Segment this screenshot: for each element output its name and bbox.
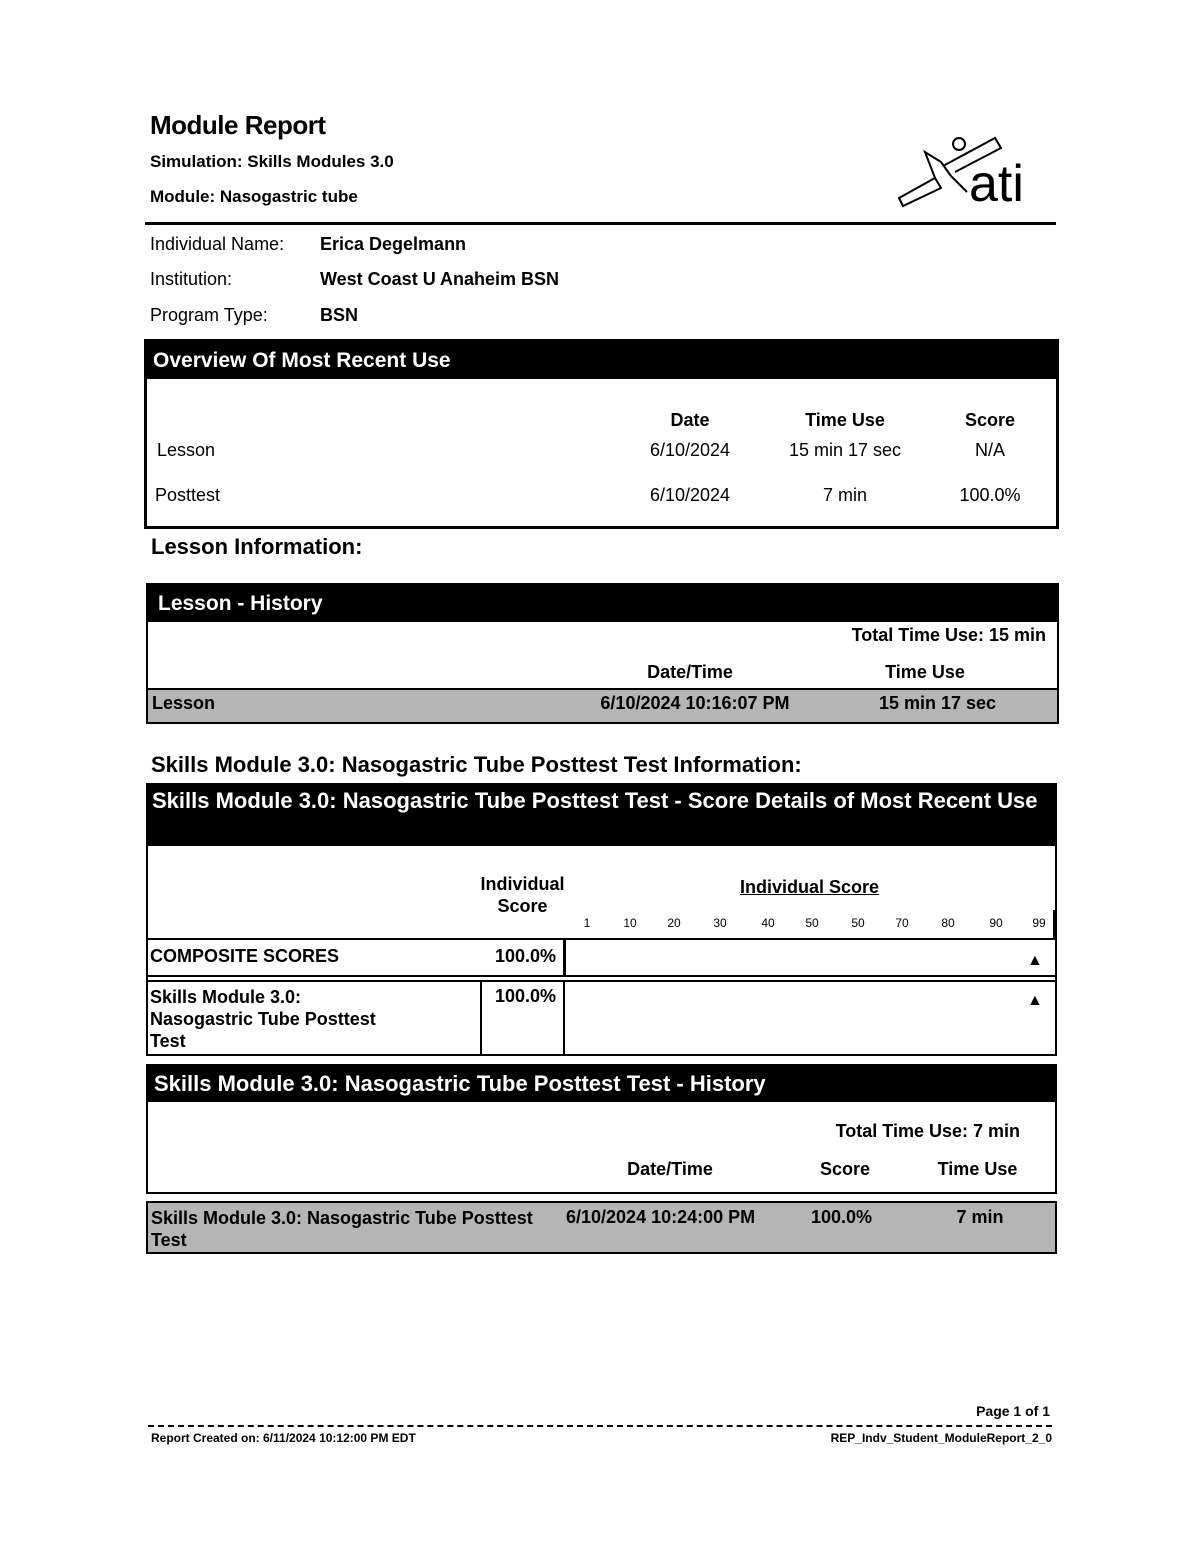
posttest-score-label: Skills Module 3.0: Nasogastric Tube Posttest Test	[150, 987, 376, 1051]
overview-col-date: Date	[670, 410, 710, 430]
scale-tick: 99	[1032, 916, 1046, 930]
composite-scores-value: 100.0%	[494, 946, 556, 966]
posttest-history-row-time: 7 min	[956, 1207, 1004, 1227]
overview-row-lesson-date: 6/10/2024	[649, 440, 731, 460]
institution-label: Institution:	[150, 269, 233, 289]
composite-scores-label: COMPOSITE SCORES	[150, 946, 340, 966]
report-created: Report Created on: 6/11/2024 10:12:00 PM EDT	[151, 1431, 416, 1445]
report-id: REP_Indv_Student_ModuleReport_2_0	[830, 1431, 1052, 1445]
institution-value: West Coast U Anaheim BSN	[320, 269, 560, 289]
module-label: Module: Nasogastric tube	[150, 187, 358, 206]
overview-row-posttest-score: 100.0%	[959, 485, 1021, 505]
overview-row-lesson-name: Lesson	[157, 440, 216, 460]
scale-tick: 20	[667, 916, 681, 930]
overview-col-score: Score	[964, 410, 1016, 430]
score-details-col-individual: Individual Score	[480, 874, 565, 916]
logo-text: ati	[969, 155, 1024, 213]
lesson-history-total: Total Time Use: 15 min	[851, 625, 1046, 645]
scale-tick: 50	[851, 916, 865, 930]
ati-logo	[895, 132, 1055, 218]
posttest-info-heading: Skills Module 3.0: Nasogastric Tube Posttest Test Information:	[151, 752, 802, 777]
scale-tick: 30	[713, 916, 727, 930]
posttest-history-row-score: 100.0%	[811, 1207, 873, 1227]
scale-tick: 1	[583, 916, 591, 930]
lesson-history-title: Lesson - History	[148, 585, 1057, 622]
overview-col-time: Time Use	[805, 410, 885, 430]
overview-row-posttest-date: 6/10/2024	[649, 485, 731, 505]
posttest-score-marker: ▲	[1027, 992, 1043, 1009]
posttest-history-row-datetime: 6/10/2024 10:24:00 PM	[566, 1207, 756, 1227]
score-row-divider	[146, 980, 1057, 982]
scale-tick: 50	[805, 916, 819, 930]
overview-row-posttest-name: Posttest	[155, 485, 221, 505]
lesson-history-row-name: Lesson	[152, 693, 216, 713]
posttest-history-total: Total Time Use: 7 min	[835, 1121, 1020, 1141]
lesson-info-heading: Lesson Information:	[151, 534, 363, 559]
page-title: Module Report	[150, 110, 326, 140]
posttest-history-col-score: Score	[819, 1159, 871, 1179]
score-row-divider	[146, 938, 1057, 940]
overview-title: Overview Of Most Recent Use	[147, 342, 1056, 379]
page-number: Page 1 of 1	[976, 1403, 1050, 1419]
overview-panel	[144, 339, 1059, 529]
student-name-value: Erica Degelmann	[320, 234, 467, 254]
posttest-history-col-datetime: Date/Time	[627, 1159, 713, 1179]
program-type-label: Program Type:	[150, 305, 268, 325]
lesson-history-col-time: Time Use	[885, 662, 965, 682]
posttest-history-row-name: Skills Module 3.0: Nasogastric Tube Posttest Test	[151, 1208, 533, 1250]
score-col-divider	[563, 938, 566, 975]
scale-tick: 90	[989, 916, 1003, 930]
posttest-score-value: 100.0%	[494, 986, 556, 1006]
overview-row-lesson-score: N/A	[974, 440, 1005, 460]
simulation-label: Simulation: Skills Modules 3.0	[150, 152, 394, 171]
scale-tick: 40	[761, 916, 775, 930]
scale-tick: 80	[941, 916, 955, 930]
score-scale-title: Individual Score	[740, 877, 880, 897]
posttest-history-title: Skills Module 3.0: Nasogastric Tube Posttest Test - History	[148, 1066, 1055, 1102]
score-row-divider	[146, 975, 1057, 977]
overview-row-posttest-time: 7 min	[822, 485, 867, 505]
lesson-history-row-time: 15 min 17 sec	[878, 693, 997, 713]
posttest-history-col-time: Time Use	[937, 1159, 1018, 1179]
lesson-history-row-datetime: 6/10/2024 10:16:07 PM	[600, 693, 790, 713]
score-col-divider	[563, 980, 565, 1055]
footer-divider	[148, 1425, 1052, 1427]
composite-score-marker: ▲	[1027, 952, 1043, 969]
score-details-title: Skills Module 3.0: Nasogastric Tube Posttest Test - Score Details of Most Recent Use	[146, 783, 1057, 846]
scale-tick: 10	[623, 916, 637, 930]
header-divider	[145, 222, 1056, 225]
scale-tick: 70	[895, 916, 909, 930]
student-name-label: Individual Name:	[150, 234, 285, 254]
lesson-history-col-datetime: Date/Time	[647, 662, 733, 682]
overview-row-lesson-time: 15 min 17 sec	[788, 440, 902, 460]
scale-end-line	[1053, 910, 1055, 940]
program-type-value: BSN	[320, 305, 359, 325]
